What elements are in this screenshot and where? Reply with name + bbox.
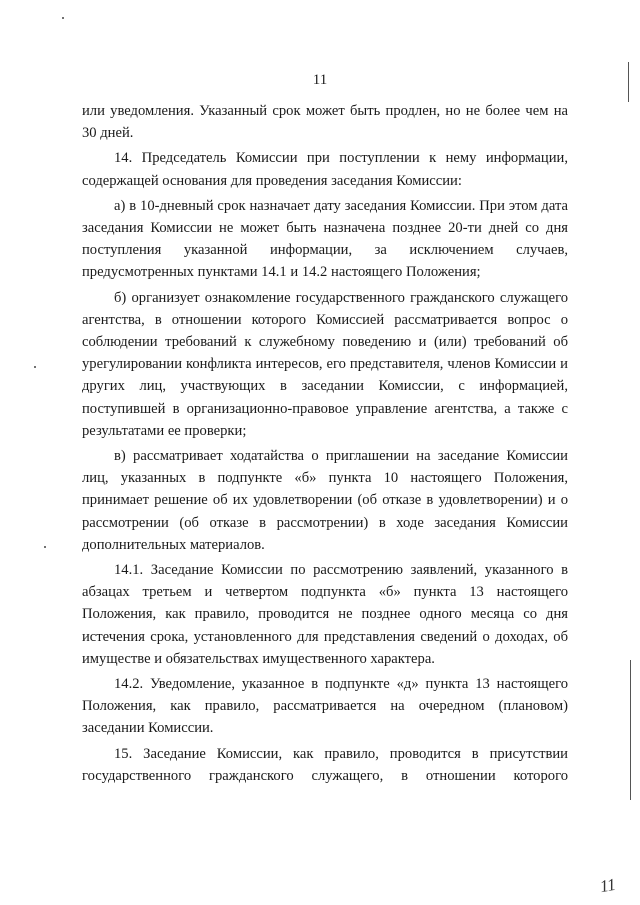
scan-speck bbox=[62, 17, 64, 19]
paragraph-continuation: или уведомления. Указанный срок может быть продлен, но не более чем на 30 дней. bbox=[82, 103, 568, 142]
scan-speck bbox=[34, 366, 36, 368]
paragraph-item-14-1: 14.1. Заседание Комиссии по рассмотрению заявлений, указанного в абзацах третьем и четвертом подпункта «б» пункта 13 настоящего Положения, как правило, проводится не позднее одного месяца со дня истечения срока, установленного для представления сведений о доходах, об имуществе и обязательствах имущественного характера. bbox=[82, 562, 568, 667]
paragraph-item-14-2: 14.2. Уведомление, указанное в подпункте «д» пункта 13 настоящего Положения, как правило, рассматривается на очередном (плановом) заседании Комиссии. bbox=[82, 676, 568, 737]
paragraph-subitem-v: в) рассматривает ходатайства о приглашении на заседание Комиссии лиц, указанных в подпункте «б» пункта 10 настоящего Положения, принимает решение об их удовлетворении (об отказе в удовлетворении) и о рассмотрении (об отказе в рассмотрении) в ходе заседания Комиссии дополнительных материалов. bbox=[82, 448, 568, 553]
scan-edge-mark bbox=[630, 660, 631, 800]
page-number: 11 bbox=[312, 72, 328, 88]
paragraph-subitem-b: б) организует ознакомление государственного гражданского служащего агентства, в отношении которого Комиссией рассматривается вопрос о соблюдении требований к служебному поведению и (или) требований об урегулировании конфликта интересов, его представителя, членов Комиссии и других лиц, участвующих в заседании Комиссии, с информацией, поступившей в организационно-правовое управление агентства, а также с результатами ее проверки; bbox=[82, 289, 568, 439]
document-text bbox=[82, 100, 568, 790]
paragraph-item-14: 14. Председатель Комиссии при поступлении к нему информации, содержащей основания для проведения заседания Комиссии: bbox=[82, 150, 568, 189]
scan-speck bbox=[44, 546, 46, 548]
scan-edge-mark bbox=[628, 62, 629, 102]
paragraph-item-15: 15. Заседание Комиссии, как правило, проводится в присутствии государственного гражданского служащего, в отношении которого bbox=[82, 745, 568, 784]
handwritten-page-mark: 11 bbox=[598, 874, 618, 897]
paragraph-subitem-a: а) в 10-дневный срок назначает дату заседания Комиссии. При этом дата заседания Комиссии не может быть назначена позднее 20-ти дней со дня поступления указанной информации, за исключением случаев, предусмотренных пунктами 14.1 и 14.2 настоящего Положения; bbox=[82, 197, 568, 281]
